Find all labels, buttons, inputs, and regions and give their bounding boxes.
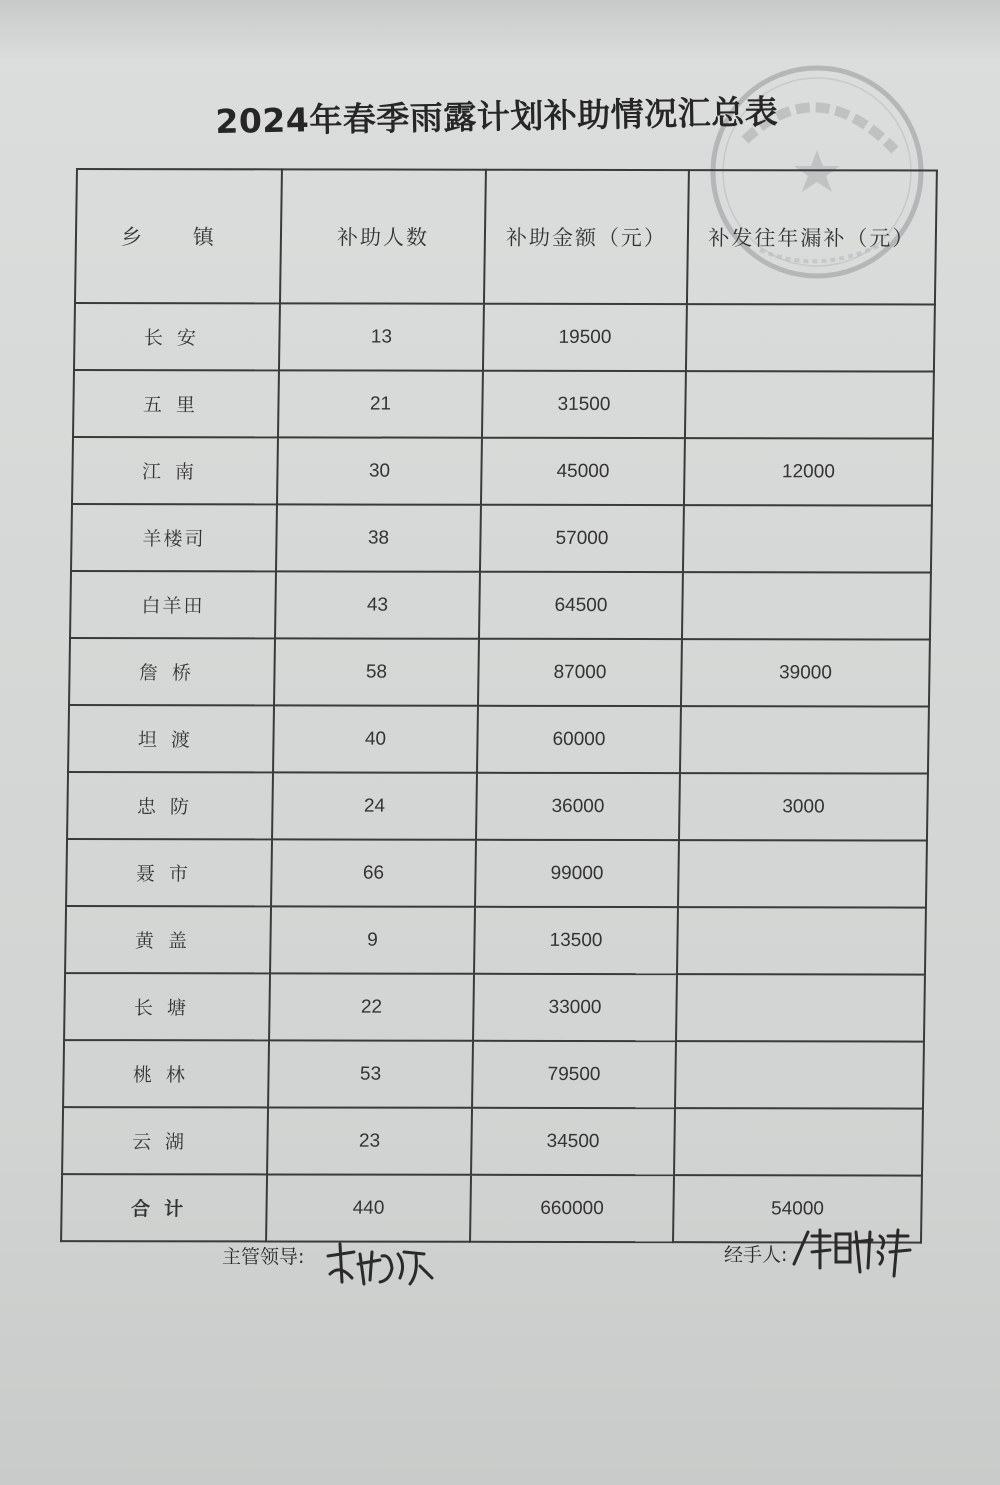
table-row: [62, 1107, 923, 1176]
table-row: [64, 973, 925, 1042]
backpay-cell: [678, 840, 927, 907]
people-cell: 13: [279, 303, 484, 370]
header-people: 补助人数: [280, 169, 486, 303]
total-people-cell: 440: [266, 1174, 471, 1241]
backpay-cell: [676, 974, 925, 1041]
amount-cell: 45000: [481, 438, 685, 505]
header-town: 乡 镇: [75, 169, 282, 303]
town-cell: 坦渡: [68, 705, 274, 772]
total-backpay-cell: 54000: [673, 1175, 922, 1242]
table-row: [70, 571, 931, 640]
summary-table-wrapper: [60, 168, 936, 1222]
backpay-cell: [674, 1108, 923, 1175]
amount-cell: 60000: [477, 706, 681, 773]
backpay-cell: [682, 572, 931, 639]
amount-cell: 13500: [474, 907, 678, 974]
people-cell: 66: [271, 839, 476, 906]
header-row: [75, 169, 937, 305]
people-cell: 38: [276, 504, 481, 571]
people-cell: 43: [275, 571, 480, 638]
backpay-cell: 3000: [679, 773, 928, 840]
people-cell: 9: [270, 906, 475, 973]
header-amount: 补助金额（元）: [484, 170, 689, 304]
amount-cell: 64500: [479, 572, 683, 639]
header-backpay: 补发往年漏补（元）: [687, 170, 937, 304]
people-cell: 22: [269, 973, 474, 1040]
table-row: [66, 839, 927, 908]
amount-cell: 99000: [475, 840, 679, 907]
backpay-cell: [677, 907, 926, 974]
amount-cell: 36000: [476, 773, 680, 840]
town-cell: 云湖: [62, 1107, 268, 1174]
amount-cell: 57000: [480, 505, 684, 572]
leader-signature-image: [320, 1234, 440, 1294]
people-cell: 40: [273, 705, 478, 772]
backpay-cell: 12000: [684, 438, 933, 505]
table-row: [74, 303, 935, 372]
people-cell: 58: [274, 638, 479, 705]
page-title: 2024年春季雨露计划补助情况汇总表: [215, 92, 779, 141]
town-cell: 长安: [74, 303, 280, 370]
people-cell: 53: [268, 1040, 473, 1107]
total-amount-cell: 660000: [470, 1175, 674, 1242]
town-cell: 詹桥: [69, 638, 275, 705]
town-cell: 黄盖: [65, 906, 271, 973]
table-row: [63, 1040, 924, 1109]
people-cell: 23: [267, 1107, 472, 1174]
amount-cell: 31500: [482, 371, 686, 438]
total-label-cell: 合计: [61, 1174, 267, 1241]
town-cell: 长塘: [64, 973, 270, 1040]
amount-cell: 87000: [478, 639, 682, 706]
paper-shadow: [0, 0, 1000, 60]
backpay-cell: [685, 371, 934, 438]
amount-cell: 79500: [472, 1041, 676, 1108]
table-row: [69, 638, 930, 707]
handler-signature-image: [790, 1222, 915, 1282]
town-cell: 聂市: [66, 839, 272, 906]
people-cell: 30: [277, 437, 482, 504]
town-cell: 羊楼司: [71, 504, 277, 571]
handler-label: 经手人:: [724, 1244, 788, 1266]
town-cell: 忠防: [67, 772, 273, 839]
table-row: [65, 906, 926, 975]
table-row: [72, 437, 933, 506]
backpay-cell: [686, 304, 935, 371]
town-cell: 江南: [72, 437, 278, 504]
amount-cell: 19500: [483, 304, 687, 371]
backpay-cell: 39000: [681, 639, 930, 706]
table-row: [73, 370, 934, 439]
amount-cell: 34500: [471, 1108, 675, 1175]
people-cell: 24: [272, 772, 477, 839]
leader-label: 主管领导:: [222, 1246, 305, 1268]
summary-table: [60, 168, 938, 1244]
table-row: [71, 504, 932, 573]
town-cell: 五里: [73, 370, 279, 437]
town-cell: 桃林: [63, 1040, 269, 1107]
people-cell: 21: [278, 370, 483, 437]
town-cell: 白羊田: [70, 571, 276, 638]
backpay-cell: [675, 1041, 924, 1108]
table-row: [68, 705, 929, 774]
table-row: [67, 772, 928, 841]
amount-cell: 33000: [473, 974, 677, 1041]
backpay-cell: [683, 505, 932, 572]
backpay-cell: [680, 706, 929, 773]
